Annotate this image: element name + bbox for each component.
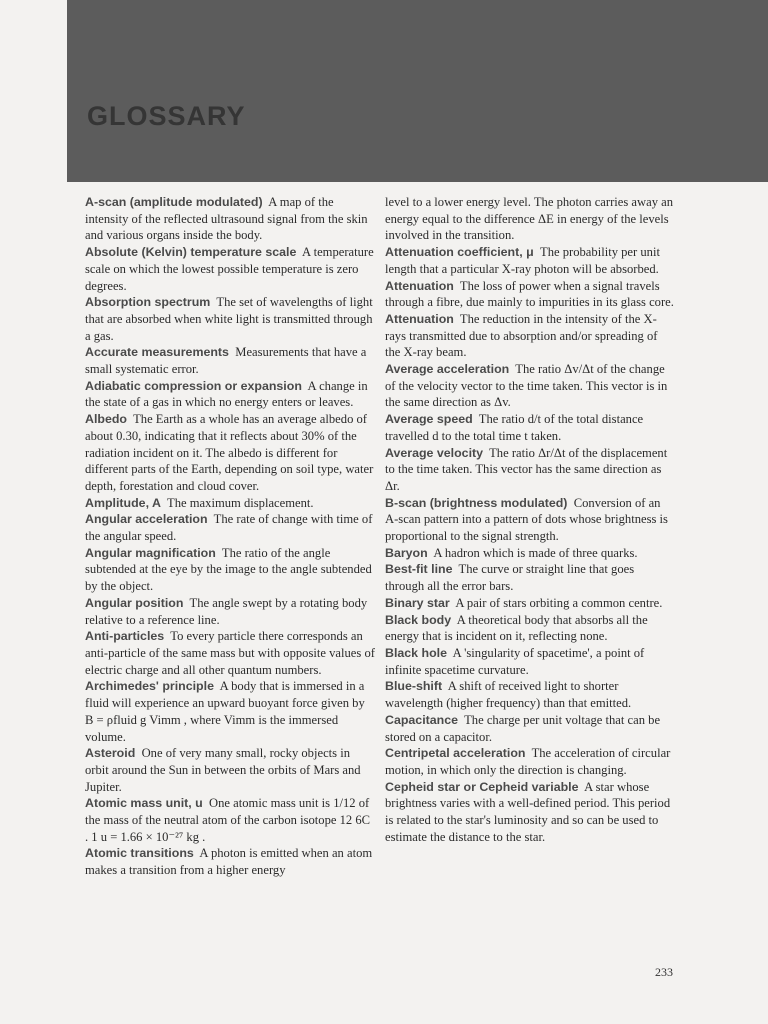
- glossary-definition: The ratio d/t of the total distance travelled d to the total time t taken.: [385, 412, 644, 443]
- glossary-term: A-scan (amplitude modulated): [85, 195, 263, 209]
- glossary-definition: The Earth as a whole has an average albedo of about 0.30, indicating that it reflects about 30% of the radiation incident on it. The albedo is different for different parts of the Earth, depending on soil type, water depth, forestation and cloud cover.: [85, 412, 374, 493]
- glossary-term: Absolute (Kelvin) temperature scale: [85, 245, 297, 260]
- glossary-term: Average speed: [385, 412, 473, 427]
- glossary-entry: [85, 244, 375, 294]
- glossary-entry: [85, 595, 375, 628]
- glossary-term: B-scan (brightness modulated): [385, 495, 568, 510]
- glossary-definition: level to a lower energy level. The photon carries away an energy equal to the difference ΔE in energy of the levels involved in the transition.: [385, 195, 674, 243]
- glossary-term: Angular acceleration: [85, 512, 208, 527]
- glossary-term: Accurate measurements: [85, 345, 229, 360]
- glossary-term: Angular magnification: [85, 545, 216, 560]
- glossary-entry: [385, 361, 675, 411]
- glossary-definition: The rate of change with time of the angular speed.: [85, 512, 373, 544]
- glossary-term: Binary star: [385, 595, 450, 610]
- glossary-definition: A hadron which is made of three quarks.: [433, 545, 638, 560]
- glossary-definition: The acceleration of circular motion, in which only the direction is changing.: [385, 746, 671, 777]
- glossary-term: Centripetal acceleration: [385, 746, 526, 761]
- glossary-term: Capacitance: [385, 712, 459, 727]
- glossary-entry-continued: [385, 194, 675, 244]
- glossary-entry: [85, 845, 375, 878]
- glossary-definition: A photon is emitted when an atom makes a transition from a higher energy: [85, 846, 373, 878]
- glossary-entry: [85, 294, 375, 344]
- glossary-definition: The charge per unit voltage that can be stored on a capacitor.: [385, 712, 661, 744]
- glossary-term: Anti-particles: [85, 629, 165, 644]
- glossary-term: Albedo: [85, 412, 127, 427]
- glossary-definition: Conversion of an A-scan pattern into a pattern of dots whose brightness is proportional to the signal strength.: [385, 495, 668, 544]
- glossary-entry: [85, 628, 375, 678]
- glossary-definition: One of very many small, rocky objects in orbit around the Sun in between the orbits of Mars and Jupiter.: [85, 746, 361, 794]
- glossary-definition: The set of wavelengths of light that are absorbed when white light is transmitted through a gas.: [85, 295, 373, 343]
- glossary-definition: The angle swept by a rotating body relative to a reference line.: [85, 595, 368, 627]
- glossary-entry: [385, 612, 675, 645]
- glossary-entry: [385, 411, 675, 444]
- glossary-definition: To every particle there corresponds an anti-particle of the same mass but with opposite values of electric charge and all other quantum numbers.: [85, 629, 375, 677]
- glossary-entry: [85, 194, 375, 244]
- glossary-entry: [385, 311, 675, 361]
- glossary-definition: A change in the state of a gas in which no energy enters or leaves.: [85, 378, 368, 410]
- glossary-entry: [85, 511, 375, 544]
- glossary-entry: [85, 545, 375, 595]
- glossary-entry: [385, 278, 675, 311]
- glossary-entry: [85, 795, 375, 845]
- glossary-definition: The ratio Δv/Δt of the change of the velocity vector to the time taken. This vector is in the same direction as Δv.: [385, 362, 668, 410]
- glossary-term: Atomic transitions: [85, 846, 194, 861]
- glossary-entry: [385, 445, 675, 495]
- glossary-definition: The curve or straight line that goes through all the error bars.: [385, 562, 635, 594]
- glossary-term: Attenuation: [385, 278, 454, 293]
- glossary-definition: The reduction in the intensity of the X-rays transmitted due to absorption and/or spreading of the X-ray beam.: [385, 311, 658, 360]
- glossary-definition: One atomic mass unit is 1/12 of the mass of the neutral atom of the carbon isotope 12 6C . 1 u = 1.66 × 10⁻²⁷ kg .: [85, 796, 371, 844]
- glossary-entry: [385, 495, 675, 545]
- glossary-definition: Measurements that have a small systematic error.: [85, 345, 367, 377]
- glossary-term: Absorption spectrum: [85, 295, 211, 310]
- glossary-entry: [385, 545, 675, 562]
- glossary-definition: A 'singularity of spacetime', a point of infinite spacetime curvature.: [385, 645, 645, 677]
- glossary-term: Cepheid star or Cepheid variable: [385, 779, 579, 794]
- glossary-term: Asteroid: [85, 746, 136, 761]
- glossary-entry: [385, 779, 675, 846]
- glossary-term: Average acceleration: [385, 362, 510, 377]
- glossary-term: Attenuation: [385, 311, 454, 326]
- glossary-entry: [385, 678, 675, 711]
- glossary-definition: A shift of received light to shorter wavelength (higher frequency) than that emitted.: [385, 679, 632, 711]
- glossary-term: Adiabatic compression or expansion: [85, 378, 302, 393]
- page-title: GLOSSARY: [87, 101, 246, 131]
- glossary-entry: [85, 678, 375, 745]
- glossary-column-left: [85, 194, 375, 879]
- header-banner: [67, 0, 768, 182]
- glossary-entry: [85, 378, 375, 411]
- glossary-definition: A map of the intensity of the reflected ultrasound signal from the skin and various organs inside the body.: [85, 195, 368, 243]
- glossary-definition: A temperature scale on which the lowest possible temperature is zero degrees.: [85, 245, 374, 293]
- glossary-definition: The loss of power when a signal travels through a fibre, due mainly to impurities in its glass core.: [385, 278, 674, 310]
- glossary-entry: [385, 595, 675, 612]
- glossary-definition: The ratio of the angle subtended at the eye by the image to the angle subtended by the object.: [85, 545, 372, 594]
- glossary-term: Angular position: [85, 595, 184, 610]
- glossary-definition: A body that is immersed in a fluid will experience an upward buoyant force given by B = ρfluid g Vimm , where Vimm is the immersed volume.: [85, 679, 365, 744]
- glossary-entry: [385, 645, 675, 678]
- glossary-definition: A pair of stars orbiting a common centre.: [455, 595, 663, 610]
- glossary-entry: [85, 495, 375, 512]
- glossary-definition: The probability per unit length that a particular X-ray photon will be absorbed.: [385, 245, 660, 276]
- glossary-entry: [385, 745, 675, 778]
- glossary-term: Average velocity: [385, 445, 484, 460]
- glossary-term: Best-fit line: [385, 562, 453, 577]
- glossary-entry: [385, 712, 675, 745]
- glossary-term: Baryon: [385, 545, 428, 560]
- glossary-definition: The ratio Δr/Δt of the displacement to the time taken. This vector has the same direction as Δr.: [385, 445, 668, 493]
- glossary-definition: The maximum displacement.: [167, 495, 314, 510]
- glossary-term: Blue-shift: [385, 679, 443, 694]
- glossary-term: Black body: [385, 612, 452, 627]
- glossary-term: Atomic mass unit, u: [85, 796, 203, 811]
- glossary-entry: [385, 244, 675, 277]
- glossary-term: Archimedes' principle: [85, 679, 214, 694]
- glossary-entry: [85, 745, 375, 795]
- glossary-entry: [85, 344, 375, 377]
- glossary-term: Amplitude, A: [85, 495, 161, 510]
- page-number: 233: [655, 965, 673, 979]
- glossary-entry: [85, 411, 375, 495]
- glossary-term: Black hole: [385, 645, 447, 660]
- glossary-definition: A theoretical body that absorbs all the energy that is incident on it, reflecting none.: [385, 612, 648, 644]
- glossary-term: Attenuation coefficient, μ: [385, 245, 534, 260]
- glossary-entry: [385, 561, 675, 594]
- glossary-column-right: [385, 194, 675, 845]
- glossary-definition: A star whose brightness varies with a well-defined period. This period is related to the star's luminosity and so can be used to estimate the distance to the star.: [385, 779, 671, 844]
